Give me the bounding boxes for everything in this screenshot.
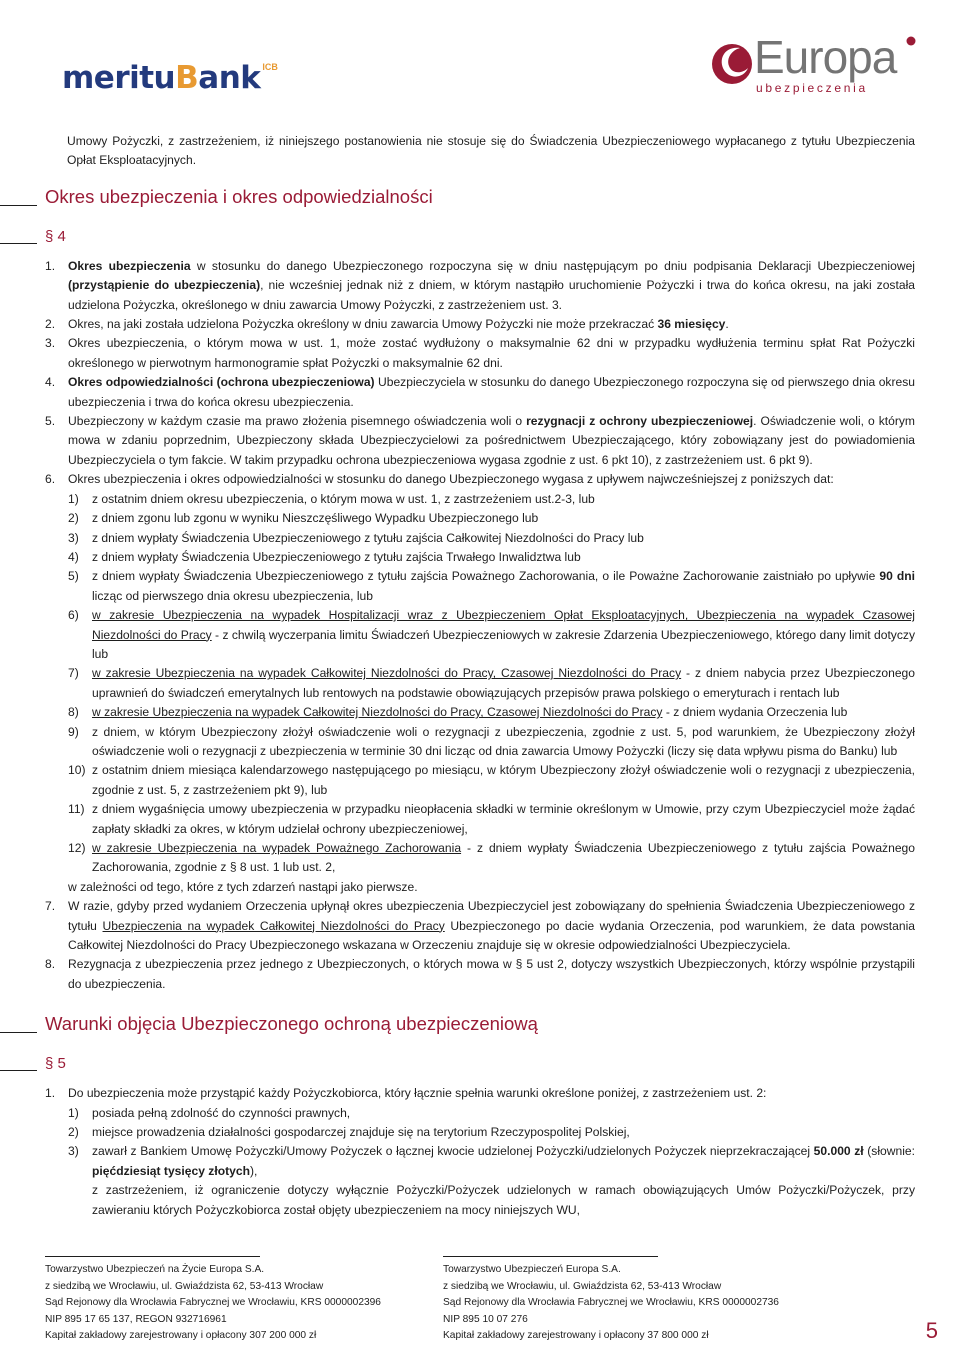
sub-item: 12) w zakresie Ubezpieczenia na wypadek Poważnego Zachorowania - z dniem wypłaty Świadczenia Ubezpieczeniowego z tytułu zajścia Poważnego Zachorowania, zgodnie z § 8 ust. 1 lub ust. 2,: [68, 841, 916, 875]
footer-right: Towarzystwo Ubezpieczeń Europa S.A. z siedzibą we Wrocławiu, ul. Gwiaździsta 62, 53-413 Wrocław Sąd Rejonowy dla Wrocławia Fabrycznej we Wrocławiu, KRS 0000002736 NIP 895 10 07 276 Kapitał zakładowy zarejestrowany i opłacony 37 800 000 zł: [443, 1256, 779, 1345]
sub-item: 2) miejsce prowadzenia działalności gospodarczej znajduje się na terytorium Rzeczypospolitej Polskiej,: [68, 1125, 630, 1140]
section-heading-coverage-conditions: Warunki objęcia Ubezpieczonego ochroną ubezpieczeniową: [45, 1012, 915, 1036]
list-item: 7. W razie, gdyby przed wydaniem Orzeczenia upłynął okres ubezpieczenia Ubezpieczyciel jest zobowiązany do spełnienia Świadczenia Ubezpieczeniowego z tytułu Ubezpieczenia na wypadek Całkowitej Niezdolności do Pracy Ubezpieczonego po dacie wydania Orzeczenia, pod warunkiem, że data powstania Całkowitej Niezdolności do Pracy Ubezpieczonego wskazana w Orzeczeniu znajduje się w okresie odpowiedzialności Ubezpieczyciela.: [45, 899, 915, 953]
sub-item: 10) z ostatnim dniem miesiąca kalendarzowego następującego po miesiącu, w którym Ubezpieczony złożył oświadczenie woli o rezygnacji z ubezpieczenia, zgodnie z ust. 5, z zastrzeżeniem pkt 9), lub: [68, 763, 915, 797]
sub-item: 9) z dniem, w którym Ubezpieczony złożył oświadczenie woli o rezygnacji z ubezpieczenia, zgodnie z ust. 5, pod warunkiem, że Ubezpieczony złożył oświadczenie woli o rezygnacji z ubezpieczenia w terminie 30 dni licząc od dnia zawarcia Umowy Pożyczki (liczy się data wpływu pisma do Banku) lub: [68, 724, 915, 758]
sub-item: 1) z ostatnim dniem okresu ubezpieczenia, o którym mowa w ust. 1, z zastrzeżeniem ust.2-3, lub: [68, 491, 595, 506]
sub-item: 2) z dniem zgonu lub zgonu w wyniku Nieszczęśliwego Wypadku Ubezpieczonego lub: [68, 511, 539, 526]
list-item: 6. Okres ubezpieczenia i okres odpowiedzialności w stosunku do danego Ubezpieczonego wygasa z upływem najwcześniejszej z poniższych dat: 1) z ostatnim dniem okresu ubezpieczenia, o którym mowa w ust. 1, z zastrzeżeniem ust.2-3, lub 2) z dniem zgonu lub zgonu w wyniku Nieszczęśliwego Wypadku Ubezpieczonego lub 3) z dniem wypłaty Świadczenia Ubezpieczeniowego z tytułu zajścia Całkowitej Niezdolności do Pracy lub 4) z dniem wypłaty Świadczenia Ubezpieczeniowego z tytułu zajścia Trwałego Inwalidztwa lub 5) z dniem wypłaty Świadczenia Ubezpieczeniowego z tytułu zajścia Poważnego Zachorowania, o ile Poważne Zachorowanie zaistniało po upływie 90 dni licząc od pierwszego dnia okresu ubezpieczenia, lub 6) w zakresie Ubezpieczenia na wypadek Hospitalizacji wraz z Ubezpieczeniem Opłat Eksploatacyjnych, Ubezpieczenia na wypadek Czasowej Niezdolności do Pracy - z chwilą wyczerpania limitu Świadczeń Ubezpieczeniowych w zakresie Zdarzenia Ubezpieczeniowego, którego dany limit dotyczy lub 7) w zakresie Ubezpieczenia na wypadek Całkowitej Niezdolności do Pracy, Czasowej Niezdolności do Pracy - z dniem nabycia przez Ubezpieczonego uprawnień do świadczeń emerytalnych lub rentowych na podstawie obowiązujących przepisów prawa polskiego o emeryturach i rentach lub 8) w zakresie Ubezpieczenia na wypadek Całkowitej Niezdolności do Pracy, Czasowej Niezdolności do Pracy - z dniem wydania Orzeczenia lub 9) z dniem, w którym Ubezpieczony złożył oświadczenie woli o rezygnacji z ubezpieczenia, zgodnie z ust. 5, pod warunkiem, że Ubezpieczony złożył oświadczenie woli o rezygnacji z ubezpieczenia w terminie 30 dni licząc od dnia zawarcia Umowy Pożyczki (liczy się data wpływu pisma do Banku) lub 10) z ostatnim dniem miesiąca kalendarzowego następującego po miesiącu, w którym Ubezpieczony złożył oświadczenie woli o rezygnacji z ubezpieczenia, zgodnie z ust. 5, z zastrzeżeniem pkt 9), lub 11) z dniem wygaśnięcia umowy ubezpieczenia w przypadku nieopłacenia składki w terminie określonym w Umowie, przy czym Ubezpieczyciel może żądać zapłaty składki za okres, w którym udzielał ochrony ubezpieczeniowej, 12) w zakresie Ubezpieczenia na wypadek Poważnego Zachorowania - z dniem wypłaty Świadczenia Ubezpieczeniowego z tytułu zajścia Poważnego Zachorowania, zgodnie z § 8 ust. 1 lub ust. 2, w zależności od tego, które z tych zdarzeń nastąpi jako pierwsze.: [45, 472, 916, 894]
sub-item: 8) w zakresie Ubezpieczenia na wypadek Całkowitej Niezdolności do Pracy, Czasowej Niezdolności do Pracy - z dniem wydania Orzeczenia lub: [68, 705, 848, 720]
sub-item: 3) zawarł z Bankiem Umowę Pożyczki/Umowy Pożyczek o łącznej kwocie udzielonej Pożyczki/udzielonych Pożyczek nieprzekraczającej 50.000 zł (słownie: pięćdziesiąt tysięcy złotych),: [68, 1144, 915, 1178]
paragraph-number-4: § 4: [45, 227, 915, 247]
list-item: 5. Ubezpieczony w każdym czasie ma prawo złożenia pisemnego oświadczenia woli o rezygnacji z ochrony ubezpieczeniowej. Oświadczenie woli, o którym mowa w zdaniu poprzednim, Ubezpieczony składa Ubezpieczycielowi za pośrednictwem Ubezpieczającego, który zobowiązany jest do powiadomienia Ubezpieczyciela o tym fakcie. W takim przypadku ochrona ubezpieczeniowa wygasa zgodnie z ust. 6 pkt 10), z zastrzeżeniem ust. 6 pkt 9).: [45, 414, 916, 467]
list-item: 3. Okres ubezpieczenia, o którym mowa w ust. 1, może zostać wydłużony o maksymalnie 62 dni w przypadku wydłużenia terminu spłat Rat Pożyczki określonego w pierwotnym harmonogramie spłat Pożyczki o maksymalnie 62 dni.: [45, 336, 915, 370]
sub-item: 6) w zakresie Ubezpieczenia na wypadek Hospitalizacji wraz z Ubezpieczeniem Opłat Eksploatacyjnych, Ubezpieczenia na wypadek Czasowej Niezdolności do Pracy - z chwilą wyczerpania limitu Świadczeń Ubezpieczeniowych w zakresie Zdarzenia Ubezpieczeniowego, którego dany limit dotyczy lub: [68, 608, 915, 661]
intro-paragraph: Umowy Pożyczki, z zastrzeżeniem, iż niniejszego postanowienia nie stosuje się do Świadczenia Ubezpieczeniowego wypłacanego z tytułu Ubezpieczenia Opłat Eksploatacyjnych.: [67, 134, 915, 168]
europa-swirl-icon: [710, 38, 754, 88]
document-body: [45, 132, 915, 1220]
europa-logo-sub: ubezpieczenia: [756, 81, 868, 95]
europa-logo: [710, 31, 915, 95]
sub-item: 4) z dniem wypłaty Świadczenia Ubezpieczeniowego z tytułu zajścia Trwałego Inwalidztwa lub: [68, 549, 581, 564]
list-item: 8. Rezygnacja z ubezpieczenia przez jednego z Ubezpieczonych, o których mowa w § 5 ust 2, dotyczy wszystkich Ubezpieczonych, którzy wspólnie przystąpili do ubezpieczenia.: [45, 957, 915, 991]
sub-item: 1) posiada pełną zdolność do czynności prawnych,: [68, 1105, 351, 1120]
paragraph-number-5: § 5: [45, 1054, 915, 1074]
meritum-bank-logo: [62, 52, 278, 94]
europa-logo-dot-icon: [906, 36, 916, 46]
sub-item: 11) z dniem wygaśnięcia umowy ubezpieczenia w przypadku nieopłacenia składki w terminie określonym w Umowie, przy czym Ubezpieczyciel może żądać zapłaty składki za okres, w którym udzielał ochrony ubezpieczeniowej,: [68, 802, 915, 836]
list-item: 1. Do ubezpieczenia może przystąpić każdy Pożyczkobiorca, który łącznie spełnia warunki określone poniżej, z zastrzeżeniem ust. 2: 1) posiada pełną zdolność do czynności prawnych, 2) miejsce prowadzenia działalności gospodarczej znajduje się na terytorium Rzeczypospolitej Polskiej, 3) zawarł z Bankiem Umowę Pożyczki/Umowy Pożyczek o łącznej kwocie udzielonej Pożyczki/udzielonych Pożyczek nieprzekraczającej 50.000 zł (słownie: pięćdziesiąt tysięcy złotych), z zastrzeżeniem, iż ograniczenie dotyczy wyłącznie Pożyczki/Pożyczek udzielonych w ramach obowiązujących Umów Pożyczki/Pożyczek, przy zawieraniu których Pożyczkobiorca został objęty ubezpieczeniem na mocy niniejszych WU,: [45, 1086, 915, 1217]
page-number: 5: [925, 1318, 938, 1343]
list-item: 1. Okres ubezpieczenia w stosunku do danego Ubezpieczonego rozpoczyna się w dniu następującym po dniu podpisania Deklaracji Ubezpieczeniowej (przystąpienie do ubezpieczenia), nie wcześniej jednak niż z dniem, w którym nastąpiło uruchomienie Pożyczki i trwa do końca okresu, na jaki została udzielona Pożyczka, określonego w dniu zawarcia Umowy Pożyczki, z zastrzeżeniem ust. 3.: [45, 258, 915, 312]
section-heading-insurance-period: Okres ubezpieczenia i okres odpowiedzialności: [45, 185, 915, 209]
meritum-bank-logo-suffix: ICB: [262, 62, 278, 72]
footer-left: Towarzystwo Ubezpieczeń na Życie Europa S.A. z siedzibą we Wrocławiu, ul. Gwiaździsta 62, 53-413 Wrocław Sąd Rejonowy dla Wrocławia Fabrycznej we Wrocławiu, KRS 0000002396 NIP 895 17 65 137, REGON 932716961 Kapitał zakładowy zarejestrowany i opłacony 307 200 000 zł: [45, 1256, 381, 1345]
meritum-bank-logo-text: merituBank: [62, 60, 261, 96]
list-item: 4. Okres odpowiedzialności (ochrona ubezpieczeniowa) Ubezpieczyciela w stosunku do danego Ubezpieczonego rozpoczyna się od pierwszego dnia okresu ubezpieczenia i trwa do końca okresu ubezpieczenia.: [45, 375, 915, 409]
sub-item: 7) w zakresie Ubezpieczenia na wypadek Całkowitej Niezdolności do Pracy, Czasowej Niezdolności do Pracy - z dniem nabycia przez Ubezpieczonego uprawnień do świadczeń emerytalnych lub rentowych na podstawie obowiązujących przepisów prawa polskiego o emeryturach i rentach lub: [68, 666, 915, 700]
list-item: 2. Okres, na jaki została udzielona Pożyczka określony w dniu zawarcia Umowy Pożyczki nie może przekraczać 36 miesięcy.: [45, 317, 729, 332]
sub-item: 5) z dniem wypłaty Świadczenia Ubezpieczeniowego z tytułu zajścia Poważnego Zachorowania, o ile Poważne Zachorowanie zaistniało po upływie 90 dni licząc od pierwszego dnia okresu ubezpieczenia, lub: [68, 569, 915, 603]
sub-item: 3) z dniem wypłaty Świadczenia Ubezpieczeniowego z tytułu zajścia Całkowitej Niezdolności do Pracy lub: [68, 530, 644, 545]
europa-logo-name: Europa: [754, 31, 897, 83]
